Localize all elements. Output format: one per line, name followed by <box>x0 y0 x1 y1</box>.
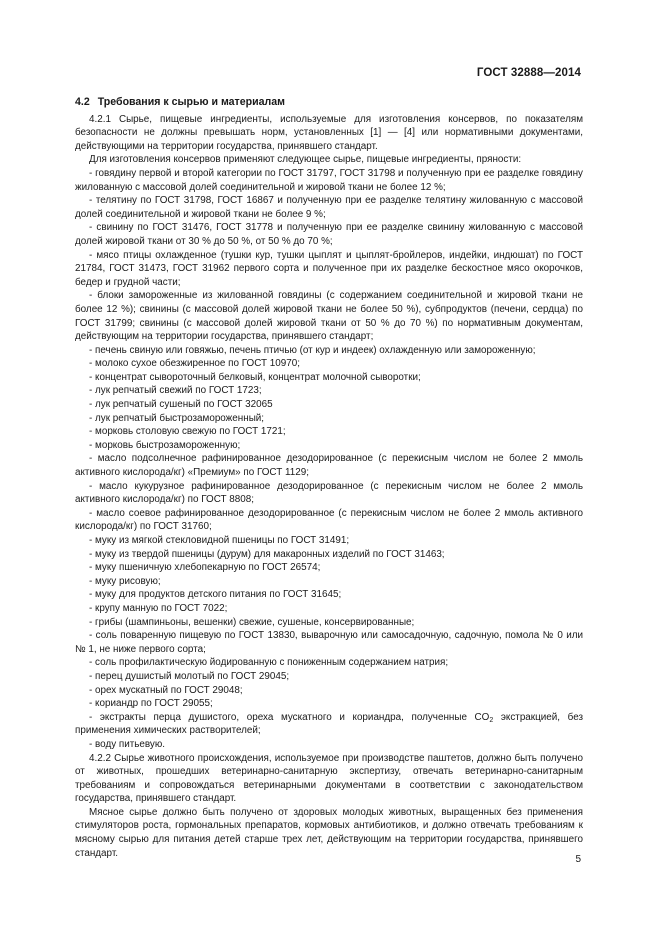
paragraph: - муку пшеничную хлебопекарную по ГОСТ 26574; <box>89 562 321 574</box>
paragraph: - масло соевое рафинированное дезодорированное (с перекисным числом не более 2 ммоль активного кислорода/кг) по ГОСТ 31760; <box>75 507 583 533</box>
section-title: Требования к сырью и материалам <box>97 96 285 108</box>
paragraph: - лук репчатый свежий по ГОСТ 1723; <box>89 385 262 397</box>
paragraph-group-a <box>75 113 583 711</box>
paragraph-extracts <box>75 711 583 738</box>
paragraph: - говядину первой и второй категории по ГОСТ 31797, ГОСТ 31798 и полученную при ее разделке говядину жилованную с массовой долей соединительной и жировой ткани не более 12 %; <box>75 167 583 193</box>
section-number: 4.2 <box>75 96 90 108</box>
paragraph: - морковь столовую свежую по ГОСТ 1721; <box>89 426 286 438</box>
paragraph: - муку для продуктов детского питания по ГОСТ 31645; <box>89 589 342 601</box>
paragraph: - воду питьевую. <box>89 738 166 750</box>
paragraph: - концентрат сывороточный белковый, концентрат молочной сыворотки; <box>89 371 421 383</box>
paragraph: - свинину по ГОСТ 31476, ГОСТ 31778 и полученную при ее разделке свинину жилованную с массовой долей жировой ткани от 30 % до 50 %, от 50 % до 70 %; <box>75 222 583 247</box>
paragraph: - лук репчатый быстрозамороженный; <box>89 412 265 424</box>
paragraph: - телятину по ГОСТ 31798, ГОСТ 16867 и полученную при ее разделке телятину жилованную с массовой долей соединительной и жировой ткани не более 9 %; <box>75 195 583 220</box>
paragraph: - грибы (шампиньоны, вешенки) свежие, сушеные, консервированные; <box>89 616 415 628</box>
extracts-text-after: экстракцией, без применения химических растворителей; <box>75 711 584 737</box>
paragraph: - блоки замороженные из жилованной говядины (с содержанием соединительной и жировой ткани не более 12 %); свинины (с массовой долей жировой ткани не более 50 %), субпродуктов (печени, сердца) по ГОСТ 31799; свинины (с массовой долей жировой ткани от 50 % до 70 %) по нормативным документам, действующим на территории государства, принявшего стандарт; <box>75 290 583 343</box>
paragraph: - муку рисовую; <box>89 575 161 587</box>
paragraph: - морковь быстрозамороженную; <box>89 439 241 451</box>
standard-header: ГОСТ 32888—2014 <box>476 67 581 79</box>
paragraph: - перец душистый молотый по ГОСТ 29045; <box>89 670 290 682</box>
paragraph: - орех мускатный по ГОСТ 29048; <box>89 684 243 696</box>
paragraph: - лук репчатый сушеный по ГОСТ 32065 <box>89 399 273 411</box>
paragraph: - масло кукурузное рафинированное дезодорированное (с перекисным числом не более 2 ммоль активного кислорода/кг) по ГОСТ 8808; <box>75 480 583 506</box>
page-number: 5 <box>575 854 581 865</box>
paragraph: - муку из твердой пшеницы (дурум) для макаронных изделий по ГОСТ 31463; <box>89 548 445 560</box>
extracts-text-before: - экстракты перца душистого, ореха мускатного и кориандра, полученные CO <box>89 711 490 723</box>
section-heading <box>75 96 583 110</box>
paragraph: 4.2.2 Сырье животного происхождения, используемое при производстве паштетов, должно быть получено от животных, прошедших ветеринарно-санитарную экспертизу, отвечать ветеринарно-санитарным требованиям и сопровождаться ветеринарными документами в соответствии с законодательством государства, принявшего стандарт. <box>75 752 583 805</box>
paragraph: Для изготовления консервов применяют следующее сырье, пищевые ингредиенты, пряности: <box>89 154 522 166</box>
document-body <box>75 96 583 860</box>
paragraph: - кориандр по ГОСТ 29055; <box>89 698 213 710</box>
paragraph: 4.2.1 Сырье, пищевые ингредиенты, используемые для изготовления консервов, по показателям безопасности не должны превышать норм, установленных [1] — [4] или нормативными документами, действующими на территории государства, принявшего стандарт. <box>75 113 583 152</box>
paragraph: - мясо птицы охлажденное (тушки кур, тушки цыплят и цыплят-бройлеров, индейки, индюшат) по ГОСТ 21784, ГОСТ 31473, ГОСТ 31962 первого сорта и полученное при их разделке бескостное мясо окорочков, бедер и грудной части; <box>75 249 583 288</box>
paragraph: - молоко сухое обезжиренное по ГОСТ 10970; <box>89 358 300 370</box>
paragraph: - печень свиную или говяжью, печень птичью (от кур и индеек) охлажденную или замороженную; <box>89 344 536 356</box>
paragraph: - соль поваренную пищевую по ГОСТ 13830, выварочную или самосадочную, садочную, помола № 0 или № 1, не ниже первого сорта; <box>75 630 583 655</box>
paragraph: - муку из мягкой стекловидной пшеницы по ГОСТ 31491; <box>89 535 350 546</box>
co2-subscript: 2 <box>489 716 494 724</box>
paragraph: - масло подсолнечное рафинированное дезодорированное (с перекисным числом не более 2 ммоль активного кислорода/кг) «Премиум» по ГОСТ 1129; <box>75 453 583 479</box>
paragraph: - крупу манную по ГОСТ 7022; <box>89 602 228 614</box>
paragraph: Мясное сырье должно быть получено от здоровых молодых животных, выращенных без применения стимуляторов роста, гормональных препаратов, кормовых антибиотиков, и должно отвечать требованиям к мясному сырью для питания детей старше трех лет, действующим на территории государства, принявшего стандарт. <box>75 806 583 859</box>
paragraph: - соль профилактическую йодированную с пониженным содержанием натрия; <box>89 657 449 669</box>
paragraph-group-b <box>75 738 583 860</box>
